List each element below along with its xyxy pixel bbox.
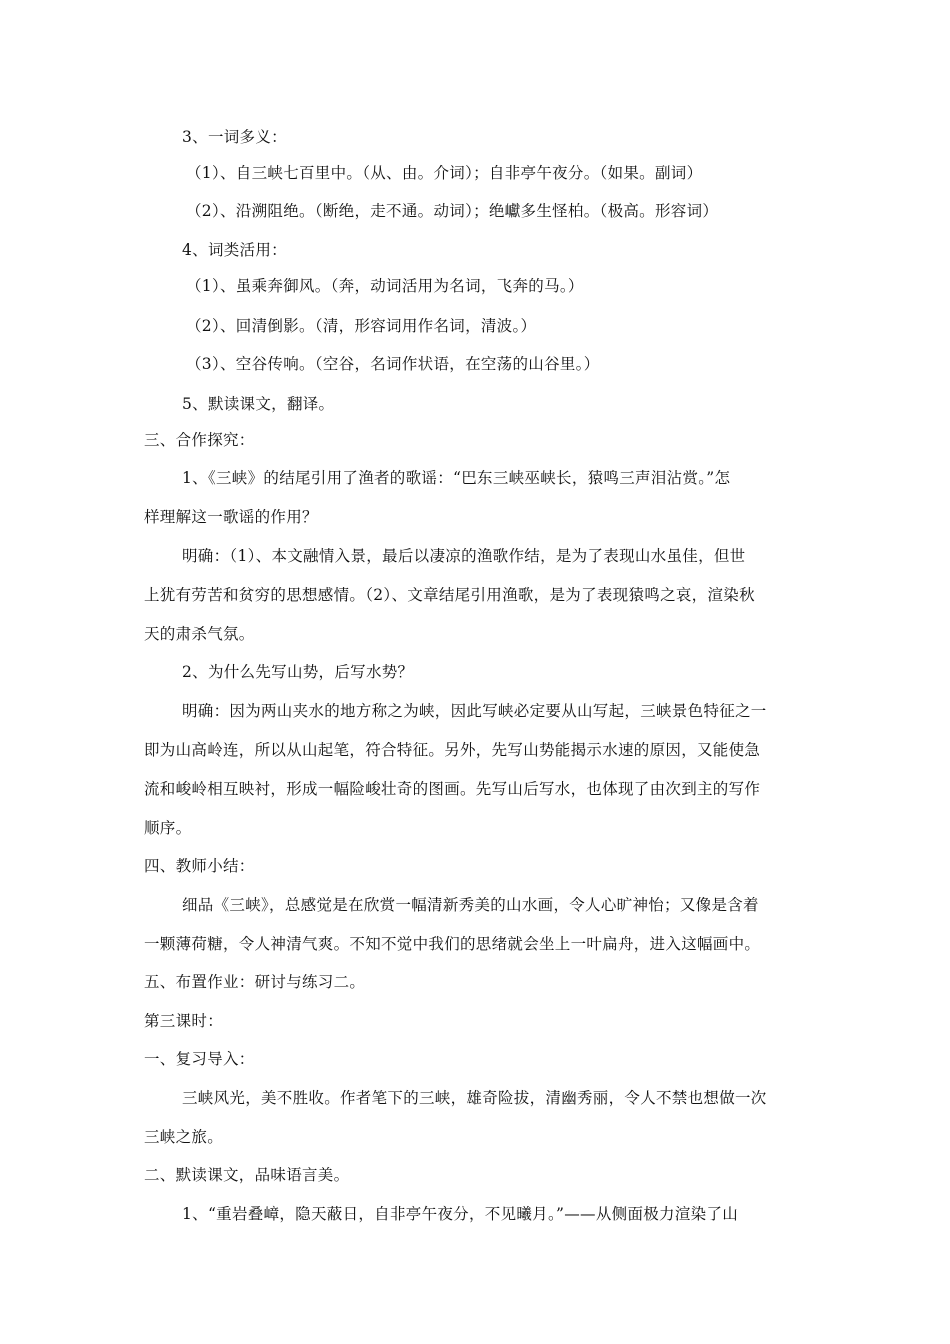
section-heading-4: 四、教师小结： <box>144 857 255 875</box>
review-heading: 一、复习导入： <box>144 1050 255 1068</box>
answer-1-line-3: 天的肃杀气氛。 <box>144 625 255 643</box>
section-heading-3: 三、合作探究： <box>144 431 255 449</box>
item-silent-read: 5、默读课文，翻译。 <box>182 395 335 413</box>
question-1-cont: 样理解这一歌谣的作用？ <box>144 508 318 526</box>
review-line-2: 三峡之旅。 <box>144 1128 224 1146</box>
answer-2-line-1: 明确：因为两山夹水的地方称之为峡，因此写峡必定要从山写起，三峡景色特征之一 <box>182 702 767 720</box>
polysemy-item-1: （1）、自三峡七百里中。（从、由。介词）；自非亭午夜分。（如果。副词） <box>186 164 703 182</box>
answer-2-line-2: 即为山高岭连，所以从山起笔，符合特征。另外，先写山势能揭示水速的原因，又能使急 <box>144 741 761 759</box>
summary-line-1: 细品《三峡》，总感觉是在欣赏一幅清新秀美的山水画，令人心旷神怡；又像是含着 <box>182 896 759 914</box>
word-class-item-2: （2）、回清倒影。（清，形容词用作名词，清波。） <box>186 317 537 335</box>
answer-2-line-3: 流和峻岭相互映衬，形成一幅险峻壮奇的图画。先写山后写水，也体现了由次到主的写作 <box>144 780 761 798</box>
word-class-item-3: （3）、空谷传响。（空谷，名词作状语，在空荡的山谷里。） <box>186 355 600 373</box>
review-line-1: 三峡风光，美不胜收。作者笔下的三峡，雄奇险拔，清幽秀丽，令人不禁也想做一次 <box>182 1089 767 1107</box>
answer-2-line-4: 顺序。 <box>144 819 192 837</box>
answer-1-line-2: 上犹有劳苦和贫穷的思想感情。（2）、文章结尾引用渔歌，是为了表现猿鸣之哀，渲染秋 <box>144 586 755 604</box>
polysemy-item-2: （2）、沿溯阻绝。（断绝，走不通。动词）；绝巘多生怪柏。（极高。形容词） <box>186 202 719 220</box>
language-item-1: 1、“重岩叠嶂，隐天蔽日，自非亭午夜分，不见曦月。”——从侧面极力渲染了山 <box>182 1205 739 1223</box>
question-1: 1、《三峡》的结尾引用了渔者的歌谣：“巴东三峡巫峡长，猿鸣三声泪沾赏。”怎 <box>182 469 731 487</box>
summary-line-2: 一颗薄荷糖，令人神清气爽。不知不觉中我们的思绪就会坐上一叶扁舟，进入这幅画中。 <box>144 935 761 953</box>
lesson-3-heading: 第三课时： <box>144 1012 224 1030</box>
answer-1-line-1: 明确：（1）、本文融情入景，最后以凄凉的渔歌作结，是为了表现山水虽佳，但世 <box>182 547 746 565</box>
heading-polysemy: 3、一词多义： <box>182 128 287 146</box>
word-class-item-1: （1）、虽乘奔御风。（奔，动词活用为名词，飞奔的马。） <box>186 277 584 295</box>
section-heading-5: 五、布置作业：研讨与练习二。 <box>144 973 366 991</box>
question-2: 2、为什么先写山势，后写水势？ <box>182 663 414 681</box>
heading-word-class: 4、词类活用： <box>182 241 287 259</box>
language-beauty-heading: 二、默读课文，品味语言美。 <box>144 1166 350 1184</box>
